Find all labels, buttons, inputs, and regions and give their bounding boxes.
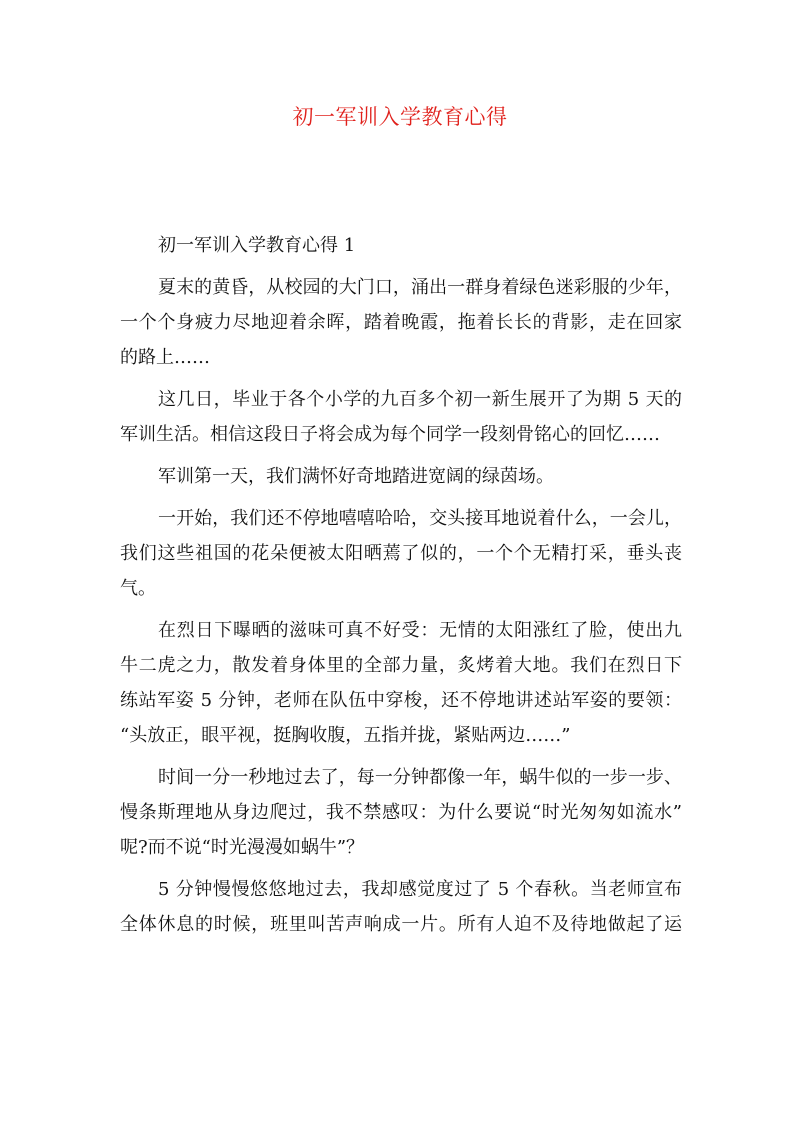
- paragraph: [120, 459, 682, 494]
- paragraph: [120, 501, 682, 606]
- paragraph-line: 军训生活。相信这段日子将会成为每个同学一段刻骨铭心的回忆……: [120, 424, 660, 445]
- paragraph-line: 一个个身疲力尽地迎着余晖，踏着晚霞，拖着长长的背影，走在回家: [120, 312, 682, 333]
- paragraph-line: 慢条斯理地从身边爬过，我不禁感叹：为什么要说“时光匆匆如流水”: [120, 802, 682, 823]
- section-subtitle: 初一军训入学教育心得 1: [158, 235, 356, 256]
- paragraph: [120, 872, 682, 942]
- document-body: [120, 228, 682, 949]
- paragraph-line: 军训第一天，我们满怀好奇地踏进宽阔的绿茵场。: [158, 466, 554, 487]
- paragraph-line: 时间一分一秒地过去了，每一分钟都像一年，蜗牛似的一步一步、: [158, 767, 682, 788]
- paragraph-line: 气。: [120, 578, 156, 599]
- paragraph: [120, 270, 682, 375]
- paragraph-line: 牛二虎之力，散发着身体里的全部力量，炙烤着大地。我们在烈日下: [120, 655, 682, 676]
- paragraph-line: 的路上……: [120, 347, 210, 368]
- paragraph-line: 一开始，我们还不停地嘻嘻哈哈，交头接耳地说着什么，一会儿，: [158, 508, 682, 529]
- paragraph: [120, 382, 682, 452]
- paragraph-line: 我们这些祖国的花朵便被太阳晒蔫了似的，一个个无精打采，垂头丧: [120, 543, 682, 564]
- paragraph-line: 夏末的黄昏，从校园的大门口，涌出一群身着绿色迷彩服的少年，: [158, 277, 682, 298]
- paragraph-line: 在烈日下曝晒的滋味可真不好受：无情的太阳涨红了脸，使出九: [158, 620, 682, 641]
- paragraph-line: 练站军姿 5 分钟，老师在队伍中穿梭，还不停地讲述站军姿的要领：: [120, 690, 682, 711]
- paragraph-line: 全体休息的时候，班里叫苦声响成一片。所有人迫不及待地做起了运: [120, 914, 682, 935]
- paragraph: [120, 760, 682, 865]
- paragraph-line: 这几日，毕业于各个小学的九百多个初一新生展开了为期 5 天的: [158, 389, 682, 410]
- paragraph-line: 呢?而不说“时光漫漫如蜗牛”？: [120, 837, 365, 858]
- document-title: 初一军训入学教育心得: [292, 105, 508, 129]
- paragraph-line: 5 分钟慢慢悠悠地过去，我却感觉度过了 5 个春秋。当老师宣布: [158, 879, 682, 900]
- paragraph: [120, 613, 682, 753]
- paragraph-line: “头放正，眼平视，挺胸收腹，五指并拢，紧贴两边……”: [120, 725, 571, 746]
